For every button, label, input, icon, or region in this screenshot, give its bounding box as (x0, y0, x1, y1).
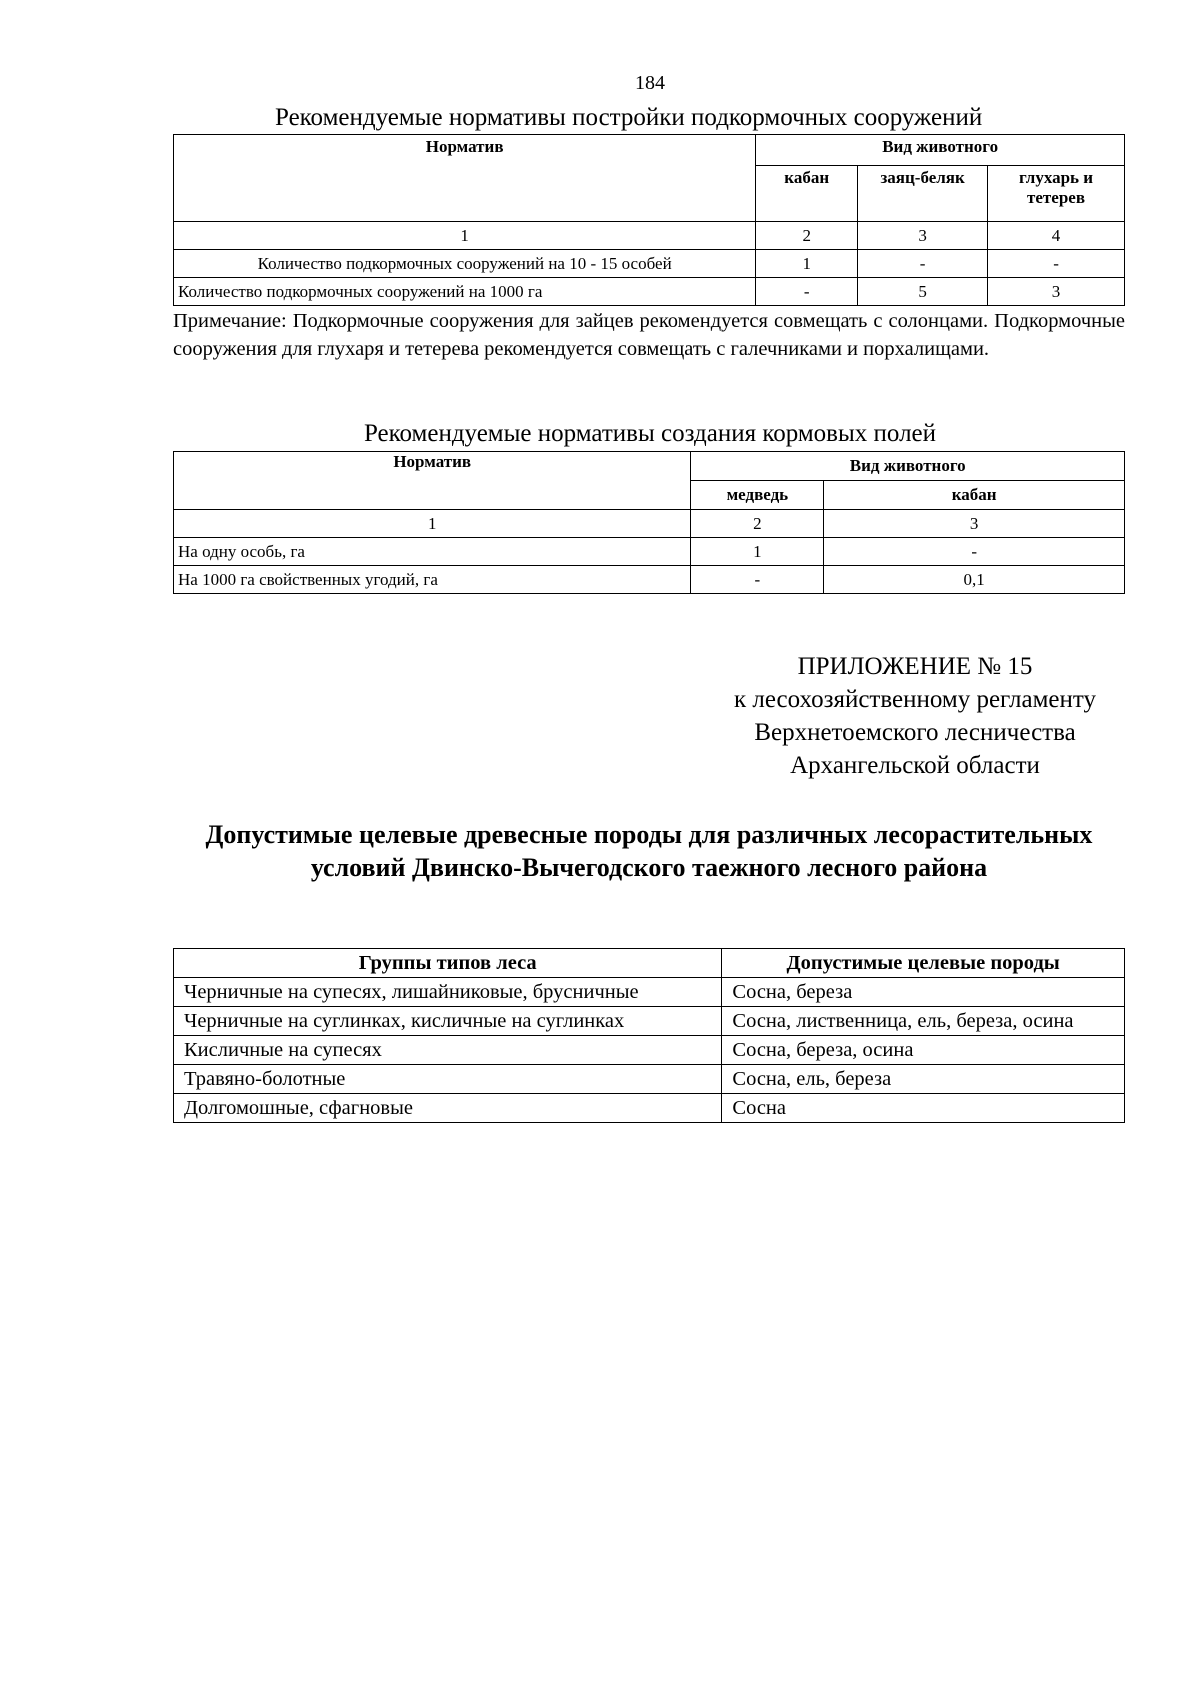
cell-value: 0,1 (824, 566, 1125, 594)
table-row (174, 1065, 1125, 1094)
header-normativ: Норматив (174, 452, 691, 510)
forest-group-cell: Кисличные на супесях (174, 1036, 722, 1065)
column-number: 1 (174, 222, 756, 250)
table-row (174, 1094, 1125, 1123)
table-row (174, 250, 1125, 278)
species-cell: Сосна, лиственница, ель, береза, осина (722, 1007, 1125, 1036)
column-number: 4 (988, 222, 1125, 250)
table-row (174, 278, 1125, 306)
table-row (174, 538, 1125, 566)
header-animal-grouse: глухарь и тетерев (988, 165, 1125, 221)
cell-value: 1 (691, 538, 824, 566)
target-species-table (173, 948, 1125, 1123)
forest-group-cell: Черничные на суглинках, кисличные на суглинках (174, 1007, 722, 1036)
appendix-title: ПРИЛОЖЕНИЕ № 15 (797, 653, 1033, 680)
table3-title: Допустимые целевые древесные породы для различных лесорастительных условий Двинско-Вычегодского таежного лесного района (205, 820, 1093, 882)
forest-group-cell: Травяно-болотные (174, 1065, 722, 1094)
header-animal-boar: кабан (824, 481, 1125, 510)
column-number: 3 (824, 510, 1125, 538)
feeding-structures-table (173, 134, 1125, 306)
species-cell: Сосна, береза (722, 978, 1125, 1007)
table-row (174, 1036, 1125, 1065)
cell-value: 1 (756, 250, 858, 278)
species-cell: Сосна, ель, береза (722, 1065, 1125, 1094)
header-animal-boar: кабан (756, 165, 858, 221)
appendix-line: Архангельской области (790, 752, 1040, 779)
cell-value: 3 (988, 278, 1125, 306)
species-cell: Сосна, береза, осина (722, 1036, 1125, 1065)
cell-value: - (824, 538, 1125, 566)
row-label: На одну особь, га (174, 538, 691, 566)
header-animal-hare: заяц-беляк (858, 165, 988, 221)
cell-value: - (756, 278, 858, 306)
cell-value: - (858, 250, 988, 278)
header-forest-groups: Группы типов леса (174, 949, 722, 978)
row-label: На 1000 га свойственных угодий, га (174, 566, 691, 594)
page-number: 184 (635, 72, 665, 94)
table-row (174, 566, 1125, 594)
column-number: 2 (691, 510, 824, 538)
header-animal-type: Вид животного (756, 135, 1125, 166)
column-number: 2 (756, 222, 858, 250)
table-row (174, 978, 1125, 1007)
table1-note: Примечание: Подкормочные сооружения для зайцев рекомендуется совмещать с солонцами. Подкормочные сооружения для глухаря и тетерева рекомендуется совмещать с галечниками и порхалищами. (173, 310, 1125, 360)
row-label: Количество подкормочных сооружений на 1000 га (174, 278, 756, 306)
column-number: 1 (174, 510, 691, 538)
appendix-block (700, 650, 1130, 782)
table2-caption: Рекомендуемые нормативы создания кормовых полей (363, 420, 937, 447)
species-cell: Сосна (722, 1094, 1125, 1123)
cell-value: - (691, 566, 824, 594)
table-row (174, 222, 1125, 250)
forest-group-cell: Долгомошные, сфагновые (174, 1094, 722, 1123)
header-target-species: Допустимые целевые породы (722, 949, 1125, 978)
header-animal-bear: медведь (691, 481, 824, 510)
feed-fields-table (173, 451, 1125, 594)
header-normativ: Норматив (174, 135, 756, 222)
appendix-line: к лесохозяйственному регламенту (733, 686, 1097, 713)
forest-group-cell: Черничные на супесях, лишайниковые, брусничные (174, 978, 722, 1007)
table-row (174, 1007, 1125, 1036)
table1-caption: Рекомендуемые нормативы постройки подкормочных сооружений (275, 104, 983, 131)
cell-value: - (988, 250, 1125, 278)
cell-value: 5 (858, 278, 988, 306)
header-animal-type: Вид животного (691, 452, 1125, 481)
column-number: 3 (858, 222, 988, 250)
table-row (174, 510, 1125, 538)
row-label: Количество подкормочных сооружений на 10 - 15 особей (174, 250, 756, 278)
appendix-line: Верхнетоемского лесничества (754, 719, 1076, 746)
